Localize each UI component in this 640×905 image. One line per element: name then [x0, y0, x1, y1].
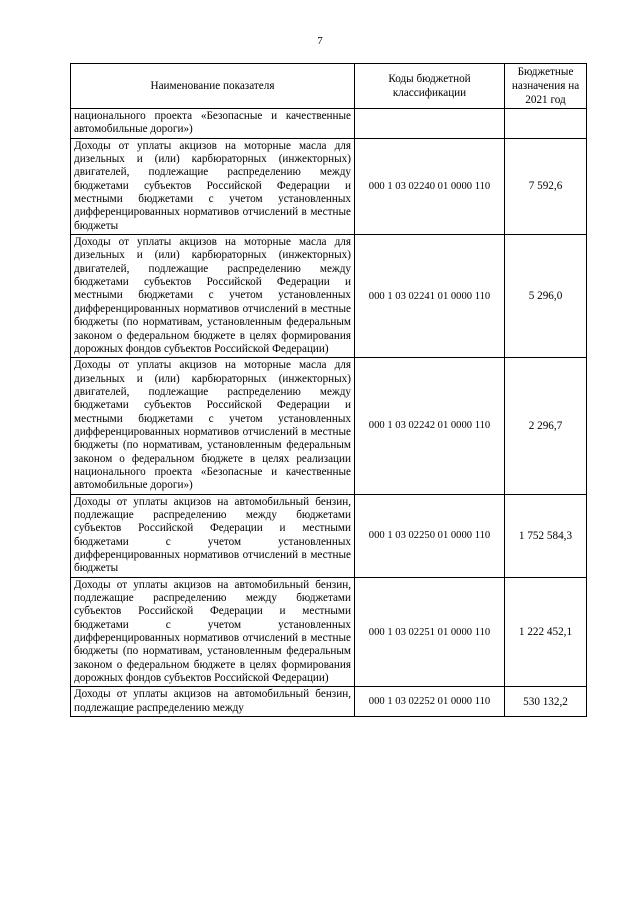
row-amount: 2 296,7: [505, 358, 587, 494]
table-header-row: [71, 64, 587, 109]
row-code: 000 1 03 02242 01 0000 110: [355, 358, 505, 494]
row-amount: 1 222 452,1: [505, 577, 587, 687]
header-code: Коды бюджетной классификации: [355, 64, 505, 109]
row-name: Доходы от уплаты акцизов на автомобильный бензин, подлежащие распределению между: [71, 687, 355, 717]
row-amount: 530 132,2: [505, 687, 587, 717]
page-number: 7: [317, 35, 323, 47]
header-name: Наименование показателя: [71, 64, 355, 109]
row-name: Доходы от уплаты акцизов на моторные масла для дизельных и (или) карбюраторных (инжекторных) двигателей, подлежащие распределению между бюджетами субъектов Российской Федерации и местными бюджетами с учетом установленных дифференцированных нормативов отчислений в местные бюджеты: [71, 138, 355, 234]
row-amount: 7 592,6: [505, 138, 587, 234]
row-name: национального проекта «Безопасные и качественные автомобильные дороги»): [71, 109, 355, 139]
table-row: [71, 494, 587, 577]
row-code: 000 1 03 02241 01 0000 110: [355, 235, 505, 358]
table-row: [71, 138, 587, 234]
row-amount: [505, 109, 587, 139]
table-row: [71, 109, 587, 139]
budget-table: [70, 63, 587, 717]
row-name: Доходы от уплаты акцизов на моторные масла для дизельных и (или) карбюраторных (инжекторных) двигателей, подлежащие распределению между бюджетами субъектов Российской Федерации и местными бюджетами с учетом установленных дифференцированных нормативов отчислений в местные бюджеты (по нормативам, установленным федеральным законом о федеральном бюджете в целях формирования дорожных фондов субъектов Российской Федерации): [71, 235, 355, 358]
table-row: [71, 687, 587, 717]
row-name: Доходы от уплаты акцизов на автомобильный бензин, подлежащие распределению между бюджетами субъектов Российской Федерации и местными бюджетами с учетом установленных дифференцированных нормативов отчислений в местные бюджеты: [71, 494, 355, 577]
row-code: 000 1 03 02250 01 0000 110: [355, 494, 505, 577]
table-row: [71, 235, 587, 358]
row-amount: 1 752 584,3: [505, 494, 587, 577]
header-amount: Бюджетные назначения на 2021 год: [505, 64, 587, 109]
row-code: 000 1 03 02252 01 0000 110: [355, 687, 505, 717]
row-amount: 5 296,0: [505, 235, 587, 358]
table-row: [71, 358, 587, 494]
row-name: Доходы от уплаты акцизов на автомобильный бензин, подлежащие распределению между бюджетами субъектов Российской Федерации и местными бюджетами с учетом установленных дифференцированных нормативов отчислений в местные бюджеты (по нормативам, установленным федеральным законом о федеральном бюджете в целях формирования дорожных фондов субъектов Российской Федерации): [71, 577, 355, 687]
row-code: 000 1 03 02251 01 0000 110: [355, 577, 505, 687]
row-name: Доходы от уплаты акцизов на моторные масла для дизельных и (или) карбюраторных (инжекторных) двигателей, подлежащие распределению между бюджетами субъектов Российской Федерации и местными бюджетами с учетом установленных дифференцированных нормативов отчислений в местные бюджеты (по нормативам, установленным федеральным законом о федеральном бюджете в целях реализации национального проекта «Безопасные и качественные автомобильные дороги»): [71, 358, 355, 494]
table-row: [71, 577, 587, 687]
row-code: 000 1 03 02240 01 0000 110: [355, 138, 505, 234]
row-code: [355, 109, 505, 139]
